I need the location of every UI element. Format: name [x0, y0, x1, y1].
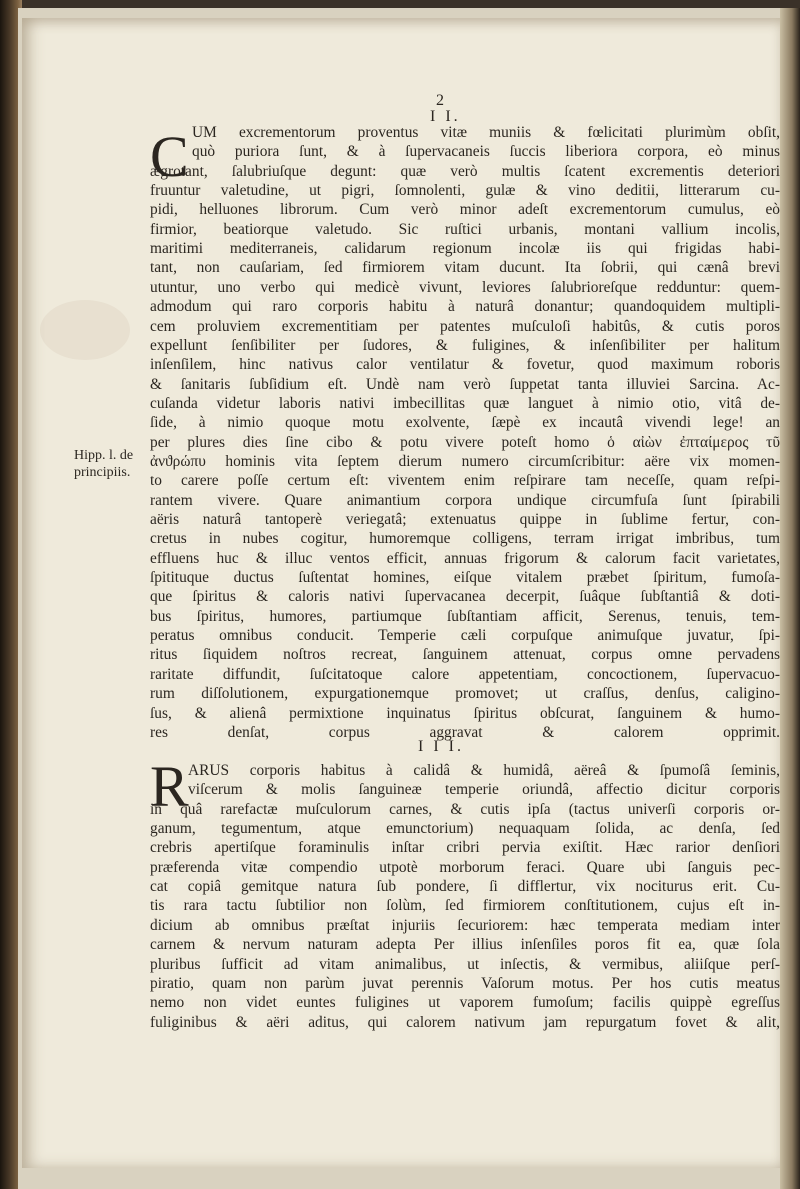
- text-line: fuliginibus & aëri aditus, qui calorem nativum jam repurgatum fovet & alit,: [150, 1013, 780, 1031]
- text-line: ſide, à nimio quoque motu exolvente, ſæpè ex incautâ vivendi lege! an: [150, 414, 780, 432]
- text-line: dicium ab omnibus præſtat injuriis ſecuriorem: hæc temperata mediam inter: [150, 916, 780, 934]
- text-line: viſcerum & molis ſanguineæ temperie oriundâ, affectio dicitur corporis: [188, 781, 780, 799]
- text-line: rum diſſolutionem, expurgationemque promovet; ut craſſus, denſus, caligino-: [150, 685, 780, 703]
- text-line: & ſanitaris ſubſidium eſt. Undè nam verò ſuppetat tanta illuviei Sarcina. Ac-: [150, 375, 780, 393]
- text-line: admodum qui raro corporis habitu à naturâ donantur; quandoquidem multipli-: [150, 298, 780, 316]
- text-line: effluens huc & illuc ventos efficit, annuas frigorum & calorum facit varietates,: [150, 549, 780, 567]
- text-line: quò puriora ſunt, & à ſupervacaneis ſuccis liberiora corpora, eò minus: [192, 143, 780, 161]
- text-line: in quâ rarefactæ muſculorum carnes, & cutis ipſa (tactus univerſi corporis or-: [150, 800, 780, 818]
- text-line: aëris naturâ tantoperè veriegatâ; extenuatus quippe in ſublime fertur, con-: [150, 511, 780, 528]
- text-line: carnem & nervum naturam adepta Per illius inſenſiles poros fit ea, quæ ſola: [150, 936, 780, 954]
- text-line: ægrotant, ſalubriuſque degunt: quæ verò multis ſcatent excrementis deteriori: [150, 162, 780, 180]
- text-line: cat copiâ gemitque natura ſub pondere, ſi difflertur, vix nociturus erit. Cu-: [150, 878, 780, 896]
- text-line: raritate diffundit, ſuſcitatoque calore appetentiam, concoctionem, ſupervacuo-: [150, 665, 780, 683]
- page-edge-right: [780, 8, 800, 1189]
- text-line: ſpitituque ductus ſuſtentat homines, eiſque vitalem præbet ſpiritum, fumoſa-: [150, 569, 780, 587]
- text-line: maritimi mediterraneis, calidarum regionum incolæ iis qui frigidas habi-: [150, 240, 780, 258]
- text-line: pidi, helluones librorum. Cum verò minor adeſt excrementorum cumulus, eò: [150, 201, 780, 219]
- text-line: per plures dies ſine cibo & potu vivere poteſt homo ὁ αἰὼν ἐπταίμερος τῦ: [150, 433, 780, 451]
- margin-note: [74, 447, 133, 481]
- text-line: bus ſpiritus, humores, partiumque ſubſtantiam afficit, Serenus, tenuis, tem-: [150, 607, 780, 625]
- text-line: ritus ſiquidem noſtros recreat, ſanguinem attenuat, corpus omne pervadens: [150, 646, 780, 664]
- page-number: 2: [436, 92, 444, 109]
- text-line: que ſpiritus & caloris nativi ſupervacanea decerpit, ſuâque ſubſtantiâ & doti-: [150, 588, 780, 606]
- text-line: to carere poſſe certum eſt: viventem enim reſpirare tam neceſſe, quam reſpi-: [150, 472, 780, 490]
- text-line: pluribus ſufficit ad vitam animalibus, ut inſectis, & vermibus, aliiſque perſ-: [150, 955, 780, 973]
- text-line: ſus, & alienâ permixtione inquinatus ſpiritus obſcurat, ſanguinem & humo-: [150, 704, 780, 722]
- drop-cap-c: C: [150, 124, 189, 189]
- text-line: expellunt ſenſibiliter per ſudores, & fuligines, & inſenſibiliter per halitum: [150, 336, 780, 354]
- section-heading-iii: I I I.: [418, 738, 464, 755]
- text-line: tis rara tactu ſubtilior non ſolùm, ſed firmiorem conſtitutionem, cujus eſt in-: [150, 897, 780, 915]
- margin-note-line: Hipp. l. de: [74, 448, 134, 463]
- drop-cap-r: R: [150, 754, 189, 819]
- text-line: peratus omnibus conducit. Temperie cæli corpuſque animuſque juvatur, ſpi-: [150, 627, 780, 645]
- text-line: ἀνϑρώπυ hominis vita ſeptem dierum numero circumſcribitur: aëre vix momen-: [150, 452, 780, 470]
- text-line: ganum, tegumentum, atque emunctorium) nequaquam ſolida, ac denſa, ſed: [150, 820, 780, 838]
- text-line: præferenda vitæ compendio utpotè morborum feraci. Quare ubi ſanguis pec-: [150, 858, 780, 876]
- text-line: tant, non cauſariam, ſed firmiorem vitam ducunt. Ita ſobrii, qui cænâ brevi: [150, 259, 780, 277]
- text-line: firmior, beatiorque valetudo. Sic ruſtici urbanis, montani vallium incolis,: [150, 220, 780, 238]
- text-line: fruuntur valetudine, ut pigri, ſomnolenti, gulæ & vino deditii, litterarum cu-: [150, 182, 780, 200]
- text-line: ARUS corporis habitus à calidâ & humidâ, aëreâ & ſpumoſâ ſeminis,: [188, 762, 780, 779]
- text-line: nemo non videt euntes fuligines ut vaporem fumoſum; facilis quippè egreſſus: [150, 994, 780, 1012]
- text-line: rantem vivere. Quare animantium corpora undique circumfuſa ſunt ſpirabili: [150, 491, 780, 509]
- text-line: res denſat, corpus aggravat & calorem opprimit.: [150, 723, 780, 741]
- text-line: crebris apertiſque foraminulis inſtar cribri pervia exiſtit. Hæc rarior denſiori: [150, 839, 780, 857]
- text-line: inſenſilem, hinc nativus calor ventilatur & fovetur, quod maximum roboris: [150, 356, 780, 374]
- section-heading-ii: I I.: [430, 108, 461, 125]
- text-line: cem proluviem excrementitiam per patentes muſculoſi habitûs, & cutis poros: [150, 317, 780, 335]
- text-line: UM excrementorum proventus vitæ muniis & fœlicitati plurimùm obſit,: [192, 124, 780, 141]
- ink-smudge: [40, 300, 130, 360]
- text-line: cretus in nubes cogitur, humoremque colligens, terram irrigat imbribus, tum: [150, 530, 780, 548]
- text-line: utuntur, uno verbo qui medicè vivunt, leviores ſalubrioreſque redduntur: quem-: [150, 278, 780, 296]
- text-line: cuſanda videtur laboris nativi imbecillitas quæ languet à nimio otio, vitâ de-: [150, 394, 780, 412]
- text-line: piratio, quam non parùm juvat perennis Vaſorum motus. Per hos cutis meatus: [150, 974, 780, 992]
- margin-note-line: principiis.: [74, 465, 131, 480]
